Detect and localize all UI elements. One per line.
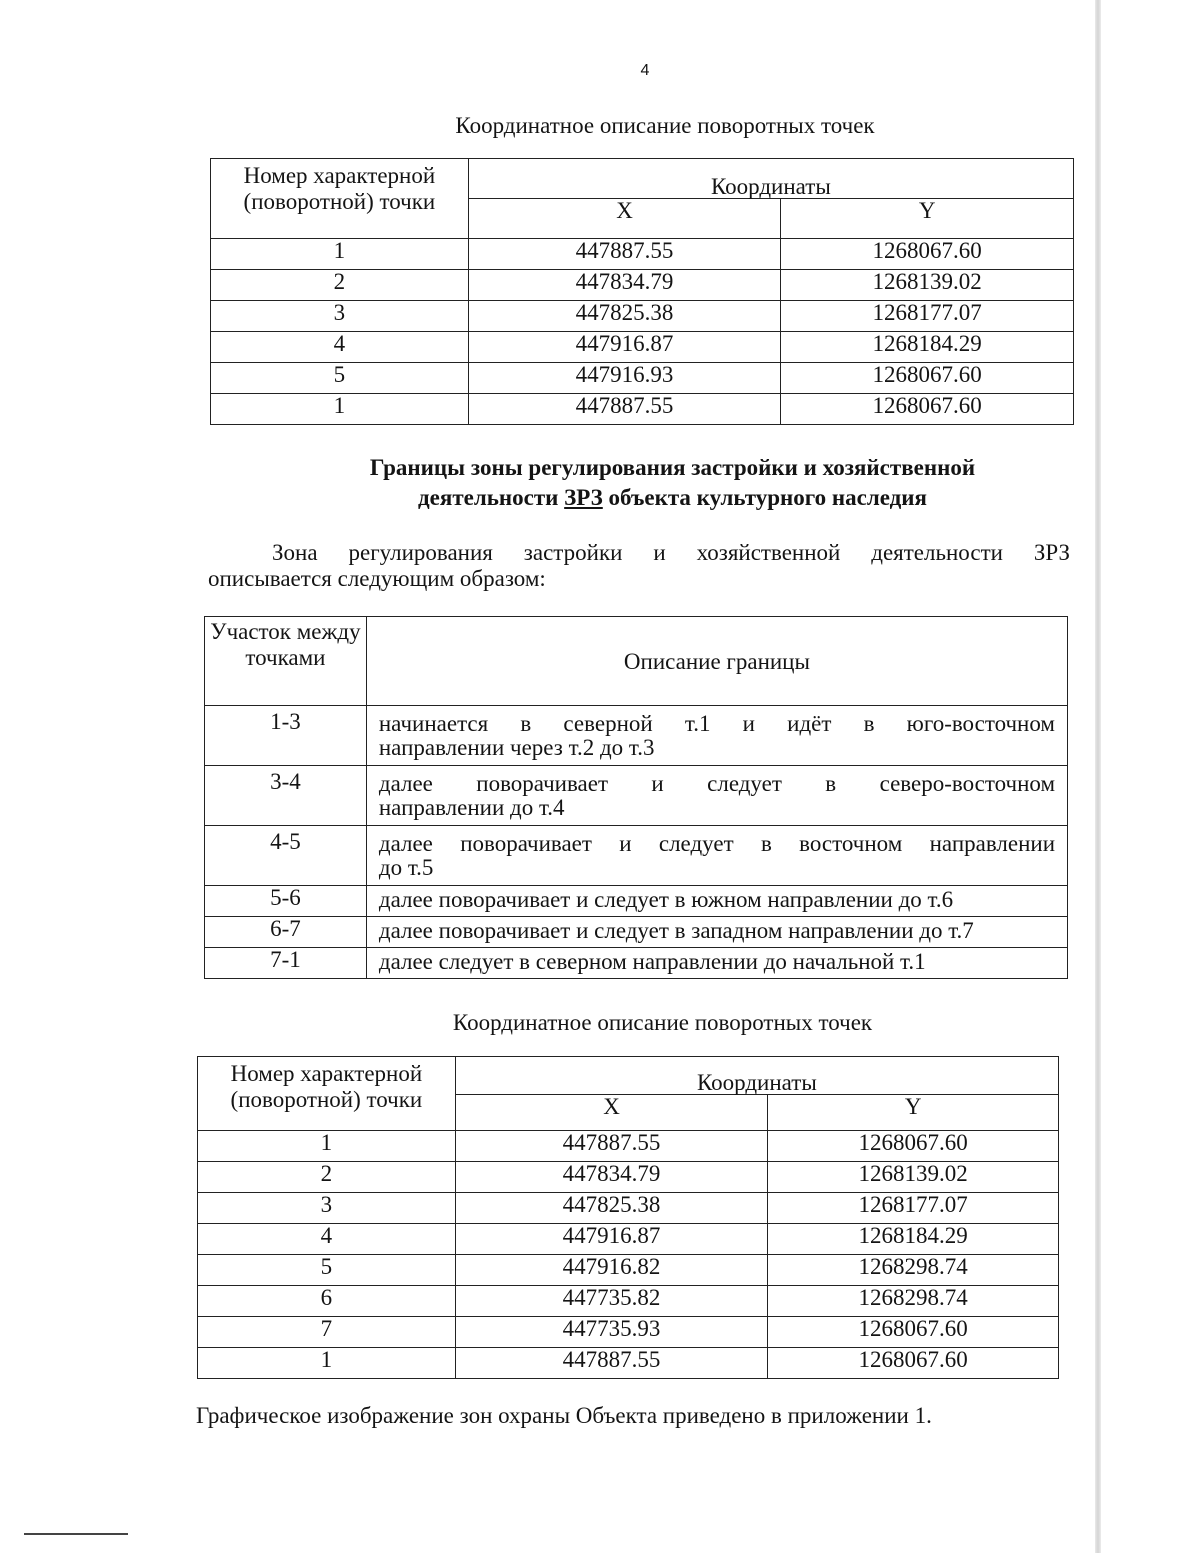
coord-y: 1268067.60 xyxy=(781,394,1074,425)
point-number: 1 xyxy=(211,239,469,270)
page-number: 4 xyxy=(640,62,650,79)
table-row xyxy=(211,332,1074,363)
coord-x: 447916.93 xyxy=(468,363,781,394)
segment-description: далее поворачивает и следует в южном направлении до т.6 xyxy=(366,886,1067,917)
table-row xyxy=(205,706,1068,766)
header-point-number: Номер характерной (поворотной) точки xyxy=(198,1057,456,1131)
boundary-description-table xyxy=(204,616,1068,979)
point-number: 6 xyxy=(198,1286,456,1317)
heading-line-2-post: объекта культурного наследия xyxy=(602,485,927,510)
coord-x: 447887.55 xyxy=(468,239,781,270)
description-line-1: далее поворачивает и следует в северо-восточном xyxy=(378,771,1055,796)
coord-x: 447916.82 xyxy=(455,1255,768,1286)
description-line-2: до т.5 xyxy=(378,855,434,880)
coord-y: 1268177.07 xyxy=(768,1193,1059,1224)
table-row xyxy=(198,1255,1059,1286)
segment-points: 3-4 xyxy=(205,766,367,826)
point-number: 3 xyxy=(211,301,469,332)
table-row xyxy=(198,1131,1059,1162)
header-coordinates: Координаты xyxy=(455,1057,1058,1095)
segment-description: далее следует в северном направлении до начальной т.1 xyxy=(366,948,1067,979)
coord-y: 1268139.02 xyxy=(781,270,1074,301)
table-row xyxy=(205,917,1068,948)
point-number: 4 xyxy=(211,332,469,363)
coord-x: 447735.82 xyxy=(455,1286,768,1317)
coord-x: 447834.79 xyxy=(455,1162,768,1193)
header-coordinates: Координаты xyxy=(468,159,1073,199)
coord-y: 1268184.29 xyxy=(768,1224,1059,1255)
coordinates-table-1 xyxy=(210,158,1074,425)
header-y: Y xyxy=(781,199,1074,239)
point-number: 1 xyxy=(198,1131,456,1162)
coord-x: 447834.79 xyxy=(468,270,781,301)
coord-x: 447825.38 xyxy=(468,301,781,332)
table-row xyxy=(211,363,1074,394)
table-row xyxy=(198,1193,1059,1224)
coord-y: 1268067.60 xyxy=(781,239,1074,270)
segment-description xyxy=(366,766,1067,826)
segment-points: 6-7 xyxy=(205,917,367,948)
point-number: 2 xyxy=(211,270,469,301)
table1-caption: Координатное описание поворотных точек xyxy=(455,113,875,138)
header-point-number: Номер характерной (поворотной) точки xyxy=(211,159,469,239)
heading-line-2 xyxy=(300,483,1045,513)
point-number: 5 xyxy=(211,363,469,394)
coord-y: 1268067.60 xyxy=(781,363,1074,394)
table-row xyxy=(211,394,1074,425)
segment-description: далее поворачивает и следует в западном направлении до т.7 xyxy=(366,917,1067,948)
coord-x: 447916.87 xyxy=(455,1224,768,1255)
header-description: Описание границы xyxy=(366,617,1067,706)
scan-mark xyxy=(24,1533,128,1535)
heading-line-2-pre: деятельности xyxy=(418,485,565,510)
segment-points: 4-5 xyxy=(205,826,367,886)
section-heading xyxy=(300,453,1045,513)
section-paragraph xyxy=(208,540,1070,592)
scan-edge xyxy=(1095,0,1101,1553)
table-row xyxy=(205,948,1068,979)
coord-y: 1268067.60 xyxy=(768,1131,1059,1162)
coord-x: 447735.93 xyxy=(455,1317,768,1348)
coord-y: 1268298.74 xyxy=(768,1255,1059,1286)
point-number: 5 xyxy=(198,1255,456,1286)
heading-abbr-zrz: ЗРЗ xyxy=(564,485,603,510)
coord-x: 447825.38 xyxy=(455,1193,768,1224)
point-number: 1 xyxy=(198,1348,456,1379)
segment-description xyxy=(366,706,1067,766)
segment-description xyxy=(366,826,1067,886)
table-row xyxy=(205,886,1068,917)
table-row xyxy=(211,270,1074,301)
description-line-1: далее поворачивает и следует в восточном направлении xyxy=(378,831,1055,856)
table-row xyxy=(211,239,1074,270)
description-line-2: направлении до т.4 xyxy=(378,795,565,820)
point-number: 4 xyxy=(198,1224,456,1255)
header-x: X xyxy=(455,1095,768,1131)
coord-y: 1268184.29 xyxy=(781,332,1074,363)
coord-y: 1268177.07 xyxy=(781,301,1074,332)
table-row xyxy=(205,766,1068,826)
heading-line-1: Границы зоны регулирования застройки и хозяйственной xyxy=(369,455,976,480)
table-row xyxy=(198,1317,1059,1348)
header-x: X xyxy=(468,199,781,239)
table-row xyxy=(198,1348,1059,1379)
coord-x: 447887.55 xyxy=(455,1131,768,1162)
header-y: Y xyxy=(768,1095,1059,1131)
paragraph-line-1: Зона регулирования застройки и хозяйственной деятельности ЗРЗ xyxy=(272,540,1070,565)
segment-points: 5-6 xyxy=(205,886,367,917)
table-row xyxy=(211,301,1074,332)
segment-points: 1-3 xyxy=(205,706,367,766)
description-line-2: направлении через т.2 до т.3 xyxy=(378,735,655,760)
coord-x: 447887.55 xyxy=(455,1348,768,1379)
coord-y: 1268067.60 xyxy=(768,1317,1059,1348)
coordinates-table-2 xyxy=(197,1056,1059,1379)
coord-x: 447887.55 xyxy=(468,394,781,425)
point-number: 2 xyxy=(198,1162,456,1193)
table-row xyxy=(198,1286,1059,1317)
table3-caption: Координатное описание поворотных точек xyxy=(452,1010,873,1035)
coord-y: 1268067.60 xyxy=(768,1348,1059,1379)
point-number: 7 xyxy=(198,1317,456,1348)
coord-y: 1268139.02 xyxy=(768,1162,1059,1193)
point-number: 3 xyxy=(198,1193,456,1224)
coord-y: 1268298.74 xyxy=(768,1286,1059,1317)
segment-points: 7-1 xyxy=(205,948,367,979)
header-segment: Участок между точками xyxy=(205,617,367,706)
table-row xyxy=(198,1162,1059,1193)
table-row xyxy=(205,826,1068,886)
paragraph-line-2: описывается следующим образом: xyxy=(208,566,546,591)
footer-note: Графическое изображение зон охраны Объекта приведено в приложении 1. xyxy=(196,1403,932,1428)
table-row xyxy=(198,1224,1059,1255)
description-line-1: начинается в северной т.1 и идёт в юго-восточном xyxy=(378,711,1055,736)
point-number: 1 xyxy=(211,394,469,425)
coord-x: 447916.87 xyxy=(468,332,781,363)
